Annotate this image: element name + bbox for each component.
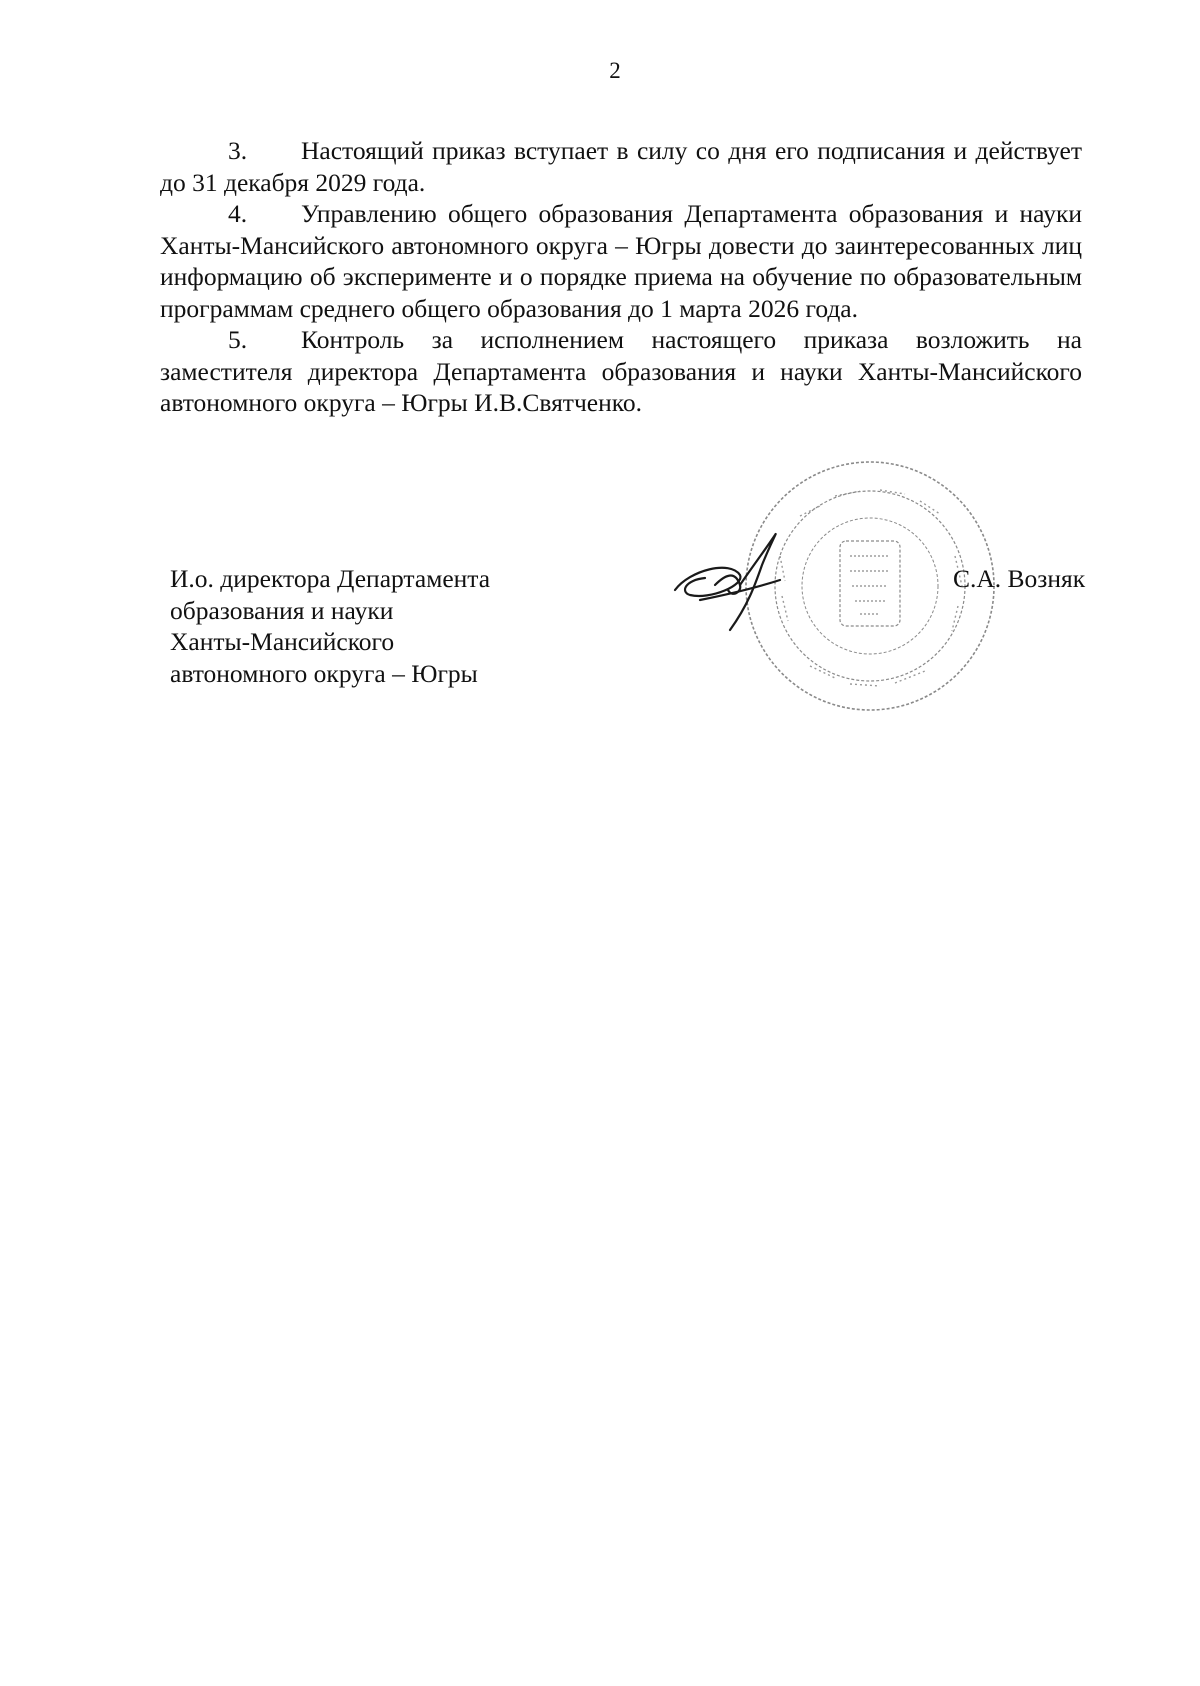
paragraph-text: Управлению общего образования Департамента образования и науки Ханты-Мансийского автономного округа – Югры довести до заинтересованных лиц информацию об эксперименте и о порядке приема на обучение по образовательным программам среднего общего образования до 1 марта 2026 года. <box>160 199 1082 323</box>
paragraph-number: 3. <box>228 136 248 165</box>
paragraph-number: 5. <box>228 325 248 354</box>
document-body <box>160 135 1082 419</box>
signatory-line: Ханты-Мансийского <box>170 627 395 656</box>
signer-name: С.А. Возняк <box>953 564 1086 593</box>
paragraph-4 <box>160 198 1082 324</box>
paragraph-3 <box>160 135 1082 198</box>
signatory-line: автономного округа – Югры <box>170 658 478 688</box>
signatory-position <box>170 563 490 689</box>
page-number: 2 <box>609 58 621 83</box>
signatory-line: образования и науки <box>170 595 394 625</box>
paragraph-number: 4. <box>228 199 248 228</box>
paragraph-text: Контроль за исполнением настоящего приказа возложить на заместителя директора Департамента образования и науки Ханты-Мансийского автономного округа – Югры И.В.Святченко. <box>160 325 1082 417</box>
paragraph-text: Настоящий приказ вступает в силу со дня его подписания и действует до 31 декабря 2029 года. <box>160 136 1082 197</box>
signatory-line: И.о. директора Департамента <box>170 564 491 593</box>
paragraph-5 <box>160 324 1082 419</box>
handwritten-signature <box>670 530 810 650</box>
